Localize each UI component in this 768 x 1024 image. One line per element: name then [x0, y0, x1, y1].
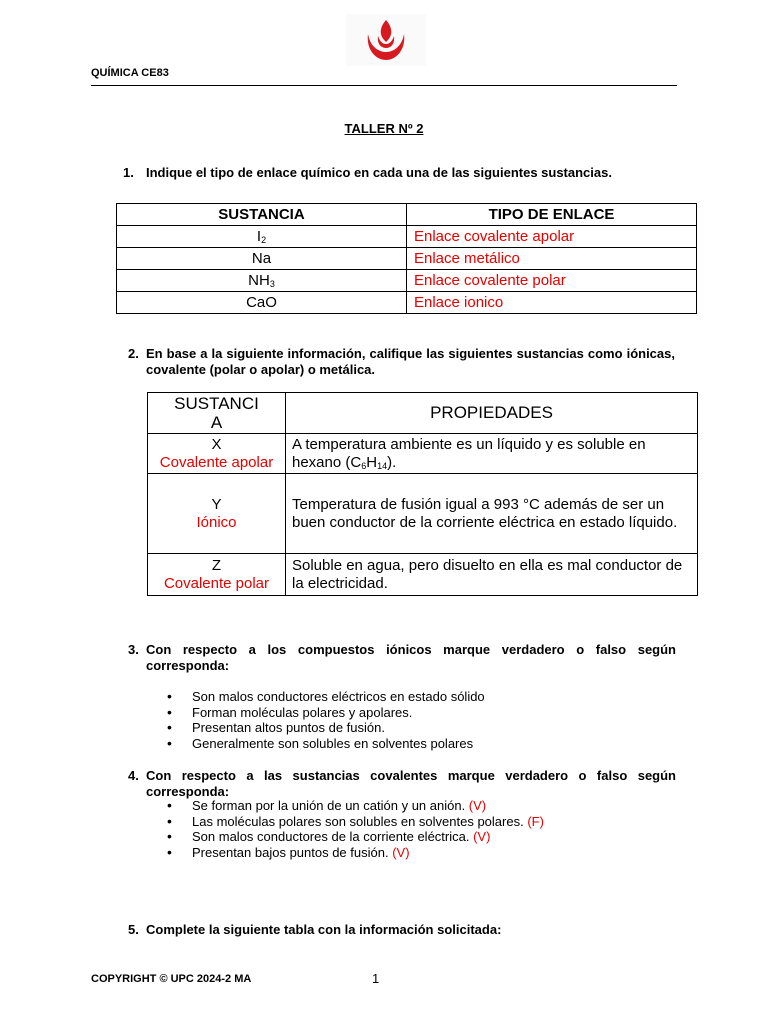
- table-row: [117, 248, 697, 270]
- q2-col-propiedades: PROPIEDADES: [286, 393, 698, 434]
- q2-substance-cell: Z Covalente polar: [148, 554, 286, 596]
- q3-list: [167, 689, 647, 751]
- q3-text: Con respecto a los compuestos iónicos marque verdadero o falso según corresponda:: [146, 642, 676, 673]
- table-header-row: [148, 393, 698, 434]
- q2-substance-cell: X Covalente apolar: [148, 434, 286, 474]
- list-item: • Generalmente son solubles en solventes polares: [167, 736, 647, 752]
- q3-number: 3.: [128, 642, 139, 657]
- list-item: • Presentan bajos puntos de fusión. (V): [167, 845, 647, 861]
- list-item: • Presentan altos puntos de fusión.: [167, 720, 647, 736]
- q1-number: 1.: [123, 165, 134, 180]
- q2-property-cell: A temperatura ambiente es un líquido y es soluble en hexano $(C_6H_{14})$.: [286, 434, 698, 474]
- table-row: [117, 226, 697, 248]
- copyright-footer: COPYRIGHT © UPC 2024-2 MA: [91, 973, 252, 985]
- q1-answer-cell: Enlace ionico: [407, 292, 697, 314]
- q2-property-cell: Temperatura de fusión igual a 993 °C además de ser un buen conductor de la corriente eléctrica en estado líquido.: [286, 474, 698, 554]
- q1-substance-cell: $NH_3$: [117, 270, 407, 292]
- q1-answer-cell: Enlace covalente apolar: [407, 226, 697, 248]
- q2-text: En base a la siguiente información, califique las siguientes sustancias como iónicas, covalente (polar o apolar) o metálica.: [146, 346, 675, 377]
- q1-answer-cell: Enlace covalente polar: [407, 270, 697, 292]
- q1-answer-cell: Enlace metálico: [407, 248, 697, 270]
- q4-number: 4.: [128, 768, 139, 783]
- q2-col-sustancia: SUSTANCI A: [148, 393, 286, 434]
- q1-text: Indique el tipo de enlace químico en cada una de las siguientes sustancias.: [146, 165, 612, 180]
- table-row: [148, 474, 698, 554]
- q4-list: [167, 798, 647, 860]
- q2-number: 2.: [128, 346, 139, 361]
- page-title: TALLER Nº 2: [344, 121, 424, 136]
- list-item: • Se forman por la unión de un catión y un anión. (V): [167, 798, 647, 814]
- q4-text: Con respecto a las sustancias covalentes marque verdadero o falso según corresponda:: [146, 768, 676, 799]
- list-item: • Forman moléculas polares y apolares.: [167, 705, 647, 721]
- q2-substance-cell: Y Iónico: [148, 474, 286, 554]
- table-row: [117, 270, 697, 292]
- q1-substance-cell: Na: [117, 248, 407, 270]
- q5-number: 5.: [128, 922, 139, 937]
- table-row: [117, 292, 697, 314]
- table-header-row: [117, 204, 697, 226]
- course-header: QUÍMICA CE83: [91, 67, 169, 79]
- q2-table: [147, 392, 698, 596]
- header-divider: [91, 85, 677, 86]
- q2-property-cell: Soluble en agua, pero disuelto en ella es mal conductor de la electricidad.: [286, 554, 698, 596]
- page-number: 1: [372, 971, 380, 986]
- table-row: [148, 554, 698, 596]
- upc-logo: [346, 14, 426, 66]
- table-row: [148, 434, 698, 474]
- q1-col-tipo-enlace: TIPO DE ENLACE: [407, 204, 697, 226]
- upc-flame-icon: [346, 14, 426, 66]
- q1-substance-cell: $I_2$: [117, 226, 407, 248]
- list-item: • Son malos conductores eléctricos en estado sólido: [167, 689, 647, 705]
- q1-table: [116, 203, 697, 314]
- list-item: • Son malos conductores de la corriente eléctrica. (V): [167, 829, 647, 845]
- list-item: • Las moléculas polares son solubles en solventes polares. (F): [167, 814, 647, 830]
- q5-text: Complete la siguiente tabla con la información solicitada:: [146, 922, 502, 937]
- q1-substance-cell: CaO: [117, 292, 407, 314]
- q1-col-sustancia: SUSTANCIA: [117, 204, 407, 226]
